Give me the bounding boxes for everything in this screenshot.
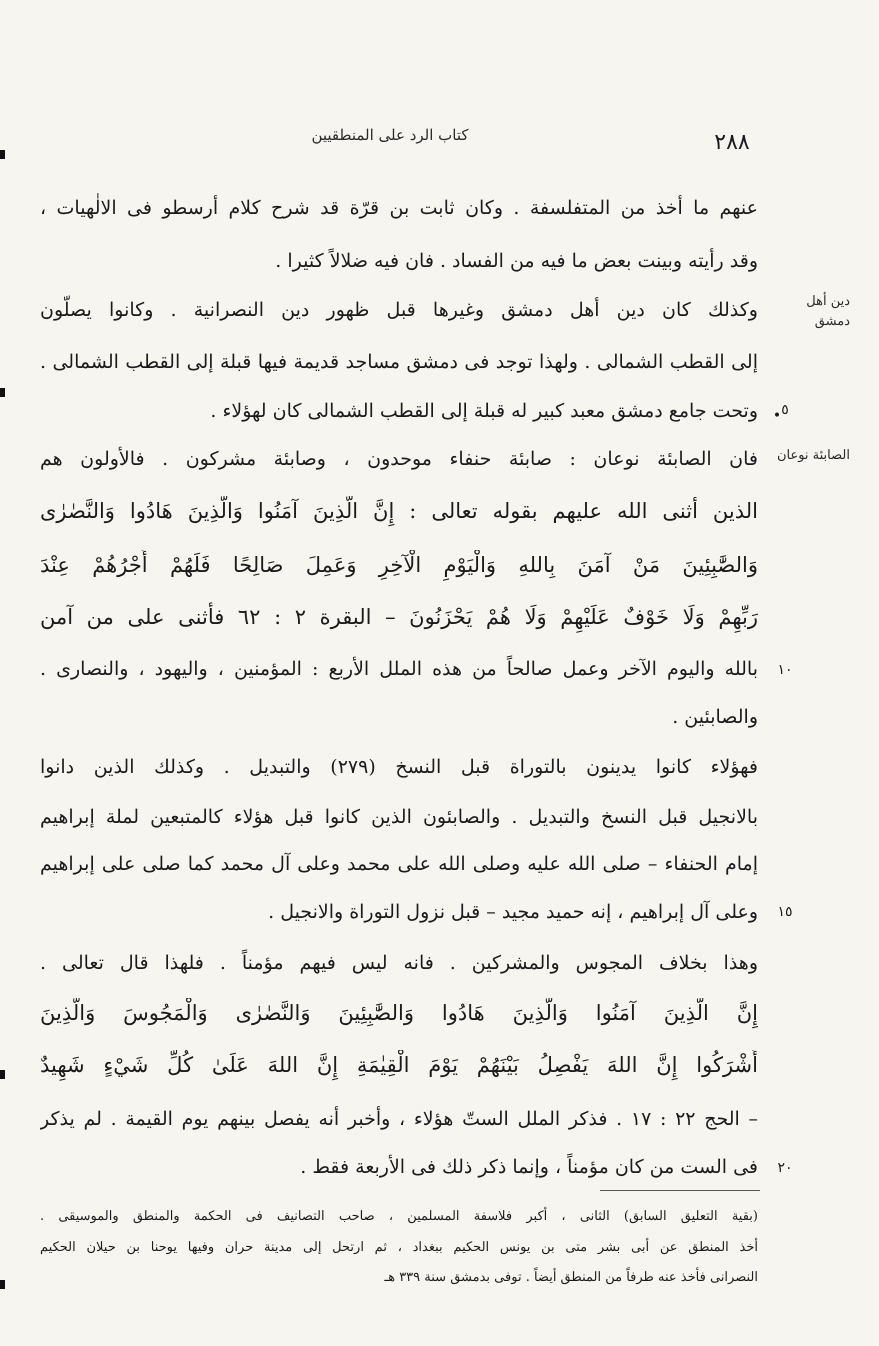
text-line: إِنَّ الَّذِينَ آمَنُوا وَالَّذِينَ هَادُوا وَالصَّٰبِئِينَ وَالنَّصٰرٰى وَالْمَجُوسَ وَالَّذِينَ xyxy=(40,1001,758,1025)
margin-note-damascus: دين أهل دمشق xyxy=(806,294,850,329)
line-number-5: ٥ xyxy=(781,402,789,418)
text-line: أَشْرَكُوا إِنَّ اللهَ يَفْصِلُ بَيْنَهُمْ يَوْمَ الْقِيٰمَةِ إِنَّ اللهَ عَلَىٰ كُلِّ شَيْءٍ شَهِيدٌ xyxy=(40,1053,758,1077)
footnote-line: النصرانى فأخذ عنه طرفاً من المنطق أيضاً . توفى بدمشق سنة ٣٣٩ هـ xyxy=(384,1270,758,1285)
text-line: فهؤلاء كانوا يدينون بالتوراة قبل النسخ (٢٧٩) والتبديل . وكذلك الذين دانوا xyxy=(40,756,758,778)
footnote-line: أخذ المنطق عن أبى بشر متى بن يونس الحكيم ببغداد ، ثم ارتحل إلى مدينة حران وفيها يوحنا بن حيلان الحكيم xyxy=(40,1240,758,1255)
text-line: وعلى آل إبراهيم ، إنه حميد مجيد – قبل نزول التوراة والانجيل . xyxy=(268,901,758,923)
text-line: وكذلك كان دين أهل دمشق وغيرها قبل ظهور دين النصرانية . وكانوا يصلّون xyxy=(40,299,758,321)
line-number-15: ١٥ xyxy=(777,904,793,920)
margin-note-sabians: الصابئة نوعان xyxy=(776,448,850,463)
text-line: وهذا بخلاف المجوس والمشركين . فانه ليس فيهم مؤمناً . فلهذا قال تعالى . xyxy=(40,952,758,974)
footnote-line: (بقية التعليق السابق) الثانى ، أكبر فلاسفة المسلمين ، صاحب التصانيف فى الحكمة والمنطق والموسيقى . xyxy=(40,1209,758,1224)
scan-edge-mark xyxy=(0,1280,5,1289)
text-line: عنهم ما أخذ من المتفلسفة . وكان ثابت بن قرّة قد شرح كلام أرسطو فى الالٰهيات ، xyxy=(40,197,758,219)
running-header-title: كتاب الرد على المنطقيين xyxy=(311,126,469,144)
text-line: وقد رأيته وبينت بعض ما فيه من الفساد . فان فيه ضلالاً كثيرا . xyxy=(275,250,758,272)
text-line: بالانجيل قبل النسخ والتبديل . والصابئون الذين كانوا قبل هؤلاء كالمتبعين لملة إبراهيم xyxy=(40,806,758,828)
scan-edge-mark xyxy=(0,150,5,159)
text-line: والصابئين . xyxy=(672,706,758,728)
text-line: وَالصَّٰبِئِينَ مَنْ آمَنَ بِاللهِ وَالْيَوْمِ الْآخِرِ وَعَمِلَ صَالِحًا فَلَهُمْ أَجْرُهُمْ عِنْدَ xyxy=(40,553,758,577)
line-number-10: ١٠ xyxy=(777,662,793,678)
text-line: إمام الحنفاء – صلى الله عليه وصلى الله على محمد وعلى آل محمد كما صلى على إبراهيم xyxy=(40,853,758,875)
text-line: إلى القطب الشمالى . ولهذا توجد فى دمشق مساجد قديمة فيها قبلة إلى القطب الشمالى . xyxy=(40,351,758,373)
scan-edge-mark xyxy=(0,1070,5,1079)
margin-dot: • xyxy=(772,408,782,424)
text-line: – الحج ٢٢ : ١٧ . فذكر الملل الستّ هؤلاء ، وأخبر أنه يفصل بينهم يوم القيمة . لم يذكر xyxy=(40,1108,758,1130)
text-line: فان الصابئة نوعان : صابئة حنفاء موحدون ، وصابئة مشركون . فالأولون هم xyxy=(40,448,758,470)
text-line: فى الست من كان مؤمناً ، وإنما ذكر ذلك فى الأربعة فقط . xyxy=(300,1156,758,1178)
text-line: وتحت جامع دمشق معبد كبير له قبلة إلى القطب الشمالى كان لهؤلاء . xyxy=(210,400,758,422)
line-number-20: ٢٠ xyxy=(777,1160,793,1176)
page-number: ٢٨٨ xyxy=(714,130,750,155)
footnote-divider xyxy=(600,1190,760,1191)
text-line: الذين أثنى الله عليهم بقوله تعالى : إِنَّ الَّذِينَ آمَنُوا وَالَّذِينَ هَادُوا وَالنَّصٰرٰى xyxy=(40,499,758,523)
text-line: بالله واليوم الآخر وعمل صالحاً من هذه الملل الأربع : المؤمنين ، واليهود ، والنصارى . xyxy=(40,658,758,680)
text-line: رَبِّهِمْ وَلَا خَوْفٌ عَلَيْهِمْ وَلَا هُمْ يَحْزَنُونَ – البقرة ٢ : ٦٢ فأثنى على من آمن xyxy=(40,605,758,629)
scan-edge-mark xyxy=(0,388,5,397)
